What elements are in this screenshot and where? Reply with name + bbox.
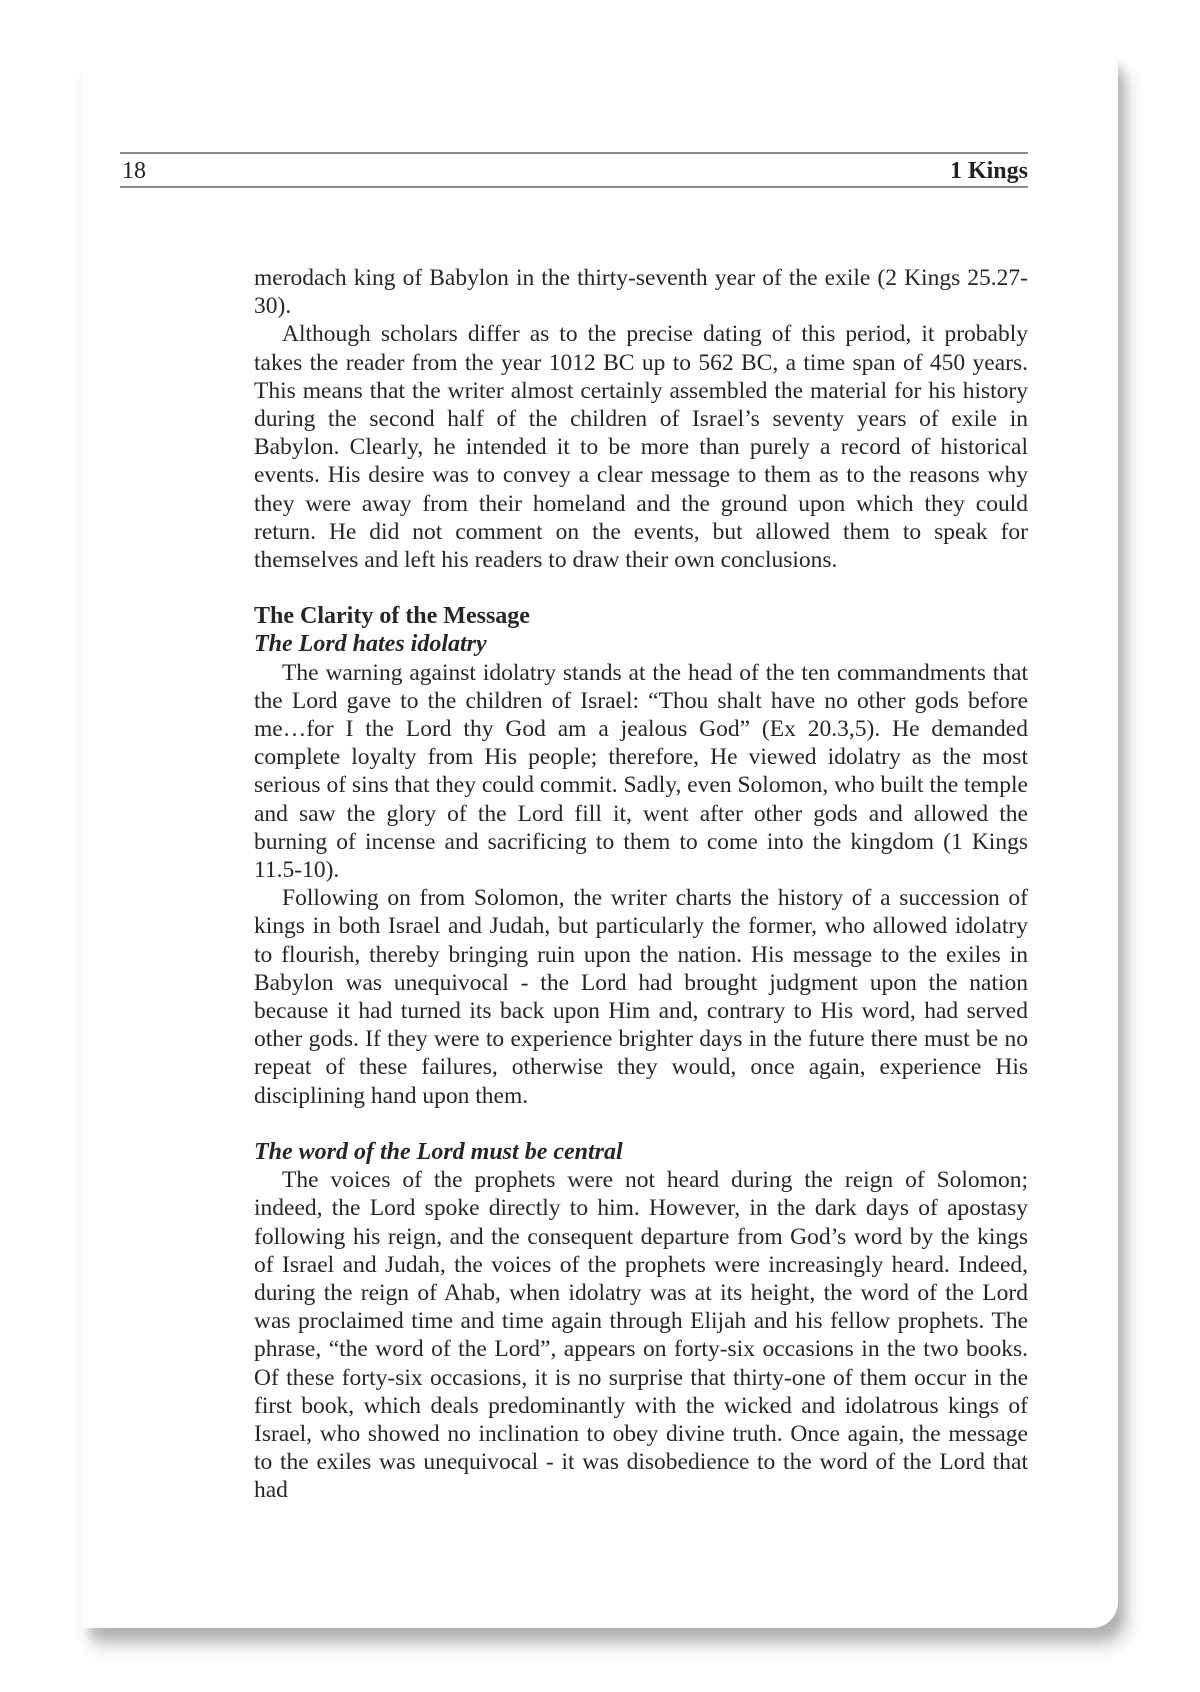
paragraph: Following on from Solomon, the writer charts the history of a succession of kings in both Israel and Judah, but particularly the former, who allowed idolatry to flourish, thereby bringing ruin upon the nation. His message to the exiles in Babylon was unequivocal - the Lord had brought judgment upon the nation because it had turned its back upon Him and, contrary to His word, had served other gods. If they were to experience brighter days in the future there must be no repeat of these failures, otherwise they would, once again, experience His disciplining hand upon them. — [254, 885, 1028, 1109]
running-header — [120, 152, 1028, 188]
subheading: The word of the Lord must be central — [254, 1138, 623, 1165]
paragraph: The voices of the prophets were not heard during the reign of Solomon; indeed, the Lord spoke directly to him. However, in the dark days of apostasy following his reign, and the consequent departure from God’s word by the kings of Israel and Judah, the voices of the prophets were increasingly heard. Indeed, during the reign of Ahab, when idolatry was at its height, the word of the Lord was proclaimed time and time again through Elijah and his fellow prophets. The phrase, “the word of the Lord”, appears on forty-six occasions in the two books. Of these forty-six occasions, it is no surprise that thirty-one of them occur in the first book, which deals predominantly with the wicked and idolatrous kings of Israel, who showed no inclination to obey divine truth. Once again, the message to the exiles was unequivocal - it was disobedience to the word of the Lord that had — [254, 1167, 1028, 1504]
running-title: 1 Kings — [949, 158, 1028, 184]
paragraph: The warning against idolatry stands at the head of the ten commandments that the Lord gave to the children of Israel: “Thou shalt have no other gods before me…for I the Lord thy God am a jealous God” (Ex 20.3,5). He demanded complete loyalty from His people; therefore, He viewed idolatry as the most serious of sins that they could commit. Sadly, even Solomon, who built the temple and saw the glory of the Lord fill it, went after other gods and allowed the burning of incense and sacrificing to them to come into the kingdom (1 Kings 11.5-10). — [254, 659, 1028, 884]
subheading: The Lord hates idolatry — [254, 631, 487, 658]
body-text — [254, 264, 1028, 1505]
section-heading: The Clarity of the Message — [254, 603, 530, 630]
paragraph: Although scholars differ as to the precise dating of this period, it probably takes the reader from the year 1012 BC up to 562 BC, a time span of 450 years. This means that the writer almost certainly assembled the material for his history during the second half of the children of Israel’s seventy years of exile in Babylon. Clearly, he intended it to be more than purely a record of historical events. His desire was to convey a clear message to them as to the reasons why they were away from their homeland and the ground upon which they could return. He did not comment on the events, but allowed them to speak for themselves and left his readers to draw their own conclusions. — [254, 321, 1028, 574]
paragraph: merodach king of Babylon in the thirty-seventh year of the exile (2 Kings 25.27-30). — [254, 265, 1028, 320]
page-number: 18 — [122, 158, 146, 184]
